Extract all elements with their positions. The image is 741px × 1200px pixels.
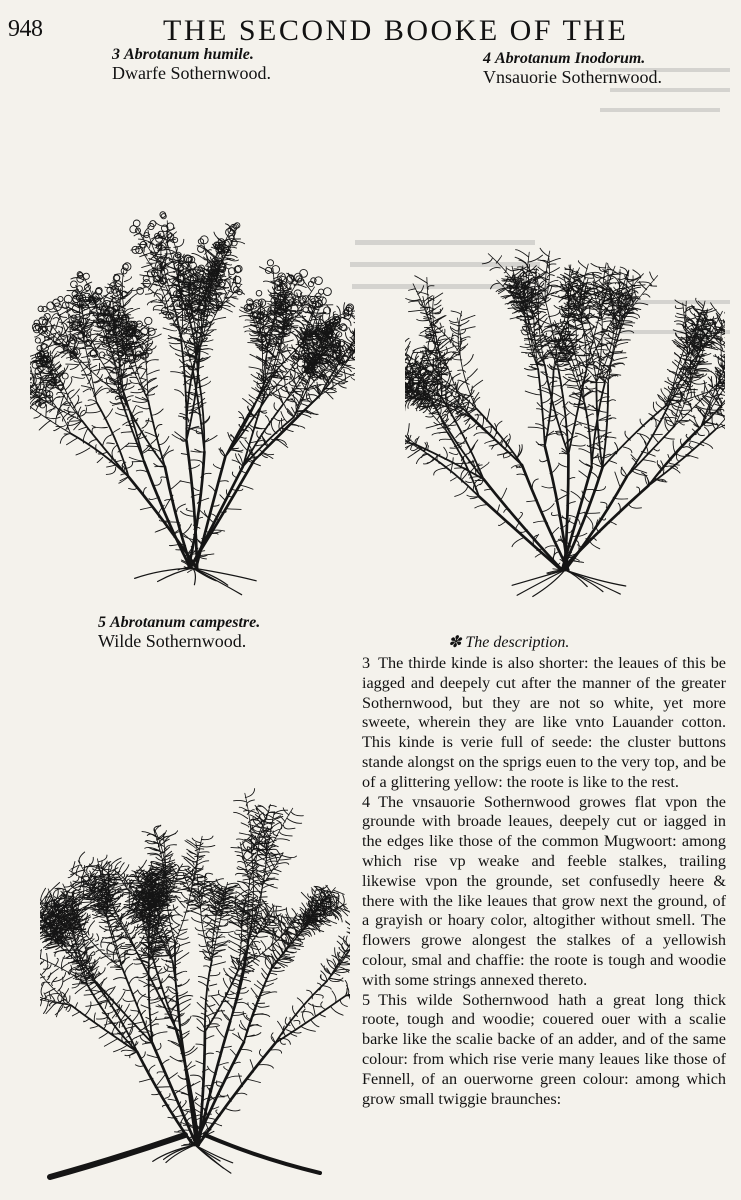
common-name: Dwarfe Sothernwood. xyxy=(112,63,271,83)
paragraph-text: The vnsauorie Sothernwood growes flat vpon the grounde with broade leaues, deepely cut or iagged in the edges like those of the common Mugwoort: among which rise vp weake and feeble stalkes, trailing likewise vpon the grounde, set confusedly heere & there with the like leaues that grow next the ground, of a grayish or hoary color, altogither without smell. The flowers growe alongest the stalkes of a yellowish colour, smal and chaffie: the roote is tough and woodie with some strings annexed thereto. xyxy=(362,792,726,989)
folio-number: 948 xyxy=(8,16,43,42)
latin-name: Abrotanum Inodorum. xyxy=(495,50,646,67)
latin-name: Abrotanum humile. xyxy=(124,46,254,63)
woodcut-unsavory-sothernwood xyxy=(405,90,725,610)
description-paragraph-3 xyxy=(362,654,726,793)
common-name: Wilde Sothernwood. xyxy=(98,631,247,651)
figure-caption-5 xyxy=(98,614,260,650)
figure-number: 3 xyxy=(112,46,120,63)
paragraph-number: 5 xyxy=(362,990,371,1009)
description-paragraph-5 xyxy=(362,991,726,1110)
paragraph-number: 4 xyxy=(362,792,371,811)
section-heading xyxy=(448,632,569,652)
common-name: Vnsauorie Sothernwood. xyxy=(483,67,662,87)
running-title: THE SECOND BOOKE OF THE xyxy=(163,14,629,47)
asterisk-ornament: ✽ xyxy=(448,634,462,651)
description-paragraph-4 xyxy=(362,793,726,991)
latin-name: Abrotanum campestre. xyxy=(110,614,261,631)
woodcut-wild-sothernwood xyxy=(40,655,350,1185)
paragraph-number: 3 xyxy=(362,654,371,672)
figure-caption-3 xyxy=(112,46,271,82)
description-heading: The description. xyxy=(465,634,570,651)
paragraph-text: This wilde Sothernwood hath a great long thick roote, tough and woodie; couered ouer with a scalie barke like the scalie backe of an adder, and of the same colour: from which rise verie many leaues like those of Fennell, of an ouerworne green colour: among which grow small twiggie braunches: xyxy=(362,990,726,1108)
page-header xyxy=(0,8,741,47)
description-body xyxy=(362,654,726,1109)
woodcut-dwarf-sothernwood xyxy=(30,88,355,608)
figure-caption-4 xyxy=(483,50,662,86)
paragraph-text: The thirde kinde is also shorter: the leaues of this be iagged and deepely cut after the manner of the greater Sothernwood, but they are not so white, yet more sweete, wherein they are like vnto Lauander cotton. This kinde is verie full of seede: the cluster buttons stande alongst on the sprigs euen to the very top, and be of a glittering yellow: the roote is like to the rest. xyxy=(362,654,726,791)
figure-number: 5 xyxy=(98,614,106,631)
figure-number: 4 xyxy=(483,50,491,67)
